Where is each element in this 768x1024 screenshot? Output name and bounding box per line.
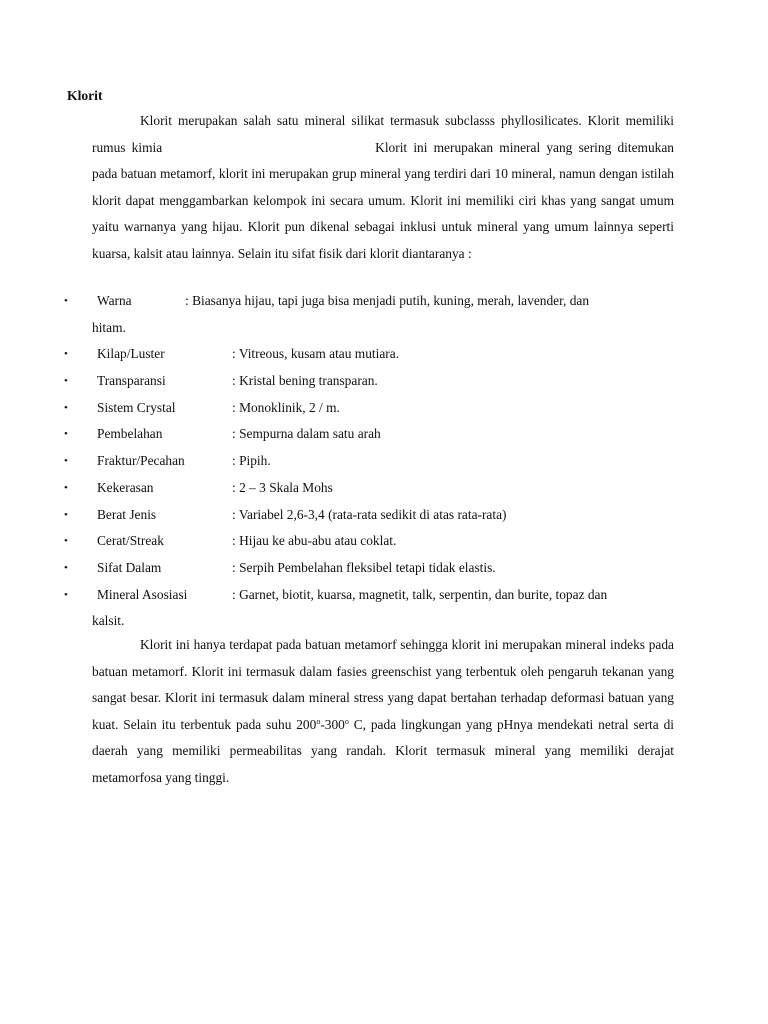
bullet-icon: • [64,561,68,574]
property-value: : Pipih. [232,453,271,469]
intro-paragraph [92,108,674,268]
bullet-icon: • [64,455,68,468]
bullet-icon: • [64,348,68,361]
property-value: : 2 – 3 Skala Mohs [232,479,333,495]
property-value: : Sempurna dalam satu arah [232,426,381,442]
section-title: Klorit [67,88,103,103]
bullet-icon: • [64,428,68,441]
list-item [0,448,768,475]
list-item [0,502,768,529]
property-label: Fraktur/Pecahan [97,453,185,469]
bullet-icon: • [64,535,68,548]
property-label: Sifat Dalam [97,559,162,575]
list-item [0,421,768,448]
list-item [0,341,768,368]
intro-line-2-end: Klorit ini merupakan mineral yang [375,139,573,155]
list-item [0,528,768,555]
property-label: Cerat/Streak [97,533,164,549]
list-item [0,475,768,502]
closing-text-part1: Klorit ini hanya terdapat pada batuan metamorf sehingga klorit ini merupakan mineral indeks pada batuan metamorf. Klorit ini termasuk dalam fasies greenschist yang terbentuk oleh pengaruh tekanan yang sangat besar. Klorit ini termasuk dalam mineral stress yang dapat bertahan terhadap deformasi batuan yang kuat. Selain itu terbentuk pada suhu 200 [92,637,674,732]
properties-list [0,288,768,635]
property-label: Pembelahan [97,426,163,442]
bullet-icon: • [64,375,68,388]
bullet-icon: • [64,481,68,494]
bullet-icon: • [64,401,68,414]
property-value-continuation: kalsit. [92,613,125,629]
property-value: : Kristal bening transparan. [232,373,378,389]
property-value-continuation: hitam. [92,319,126,335]
bullet-icon: • [64,295,68,307]
degree-superscript: o [344,716,349,726]
property-value: : Monoklinik, 2 / m. [232,399,340,415]
intro-rest: sering ditemukan pada batuan metamorf, klorit ini merupakan grup mineral yang terdiri dari 10 mineral, namun dengan istilah klorit dapat menggambarkan kelompok ini secara umum. Klorit ini memiliki ciri khas yang sangat umum yaitu warnanya yang hijau. Klorit pun dikenal sebagai inklusi untuk mineral yang umum lainnya seperti kuarsa, kalsit atau lainnya. Selain itu sifat fisik dari klorit diantaranya : [92,139,674,261]
bullet-icon: • [64,508,68,521]
property-label: Sistem Crystal [97,399,176,415]
property-value: : Biasanya hijau, tapi juga bisa menjadi putih, kuning, merah, lavender, dan [185,293,590,308]
bullet-icon: • [64,588,68,601]
list-item [0,395,768,422]
property-value: : Garnet, biotit, kuarsa, magnetit, talk, serpentin, dan burite, topaz dan [232,586,608,602]
property-label: Warna [97,293,132,308]
property-label: Transparansi [97,373,166,389]
property-label: Berat Jenis [97,506,157,522]
closing-text-part2: C, pada lingkungan yang pHnya mendekati netral serta di daerah yang memiliki permeabilitas yang randah. Klorit termasuk mineral yang memiliki derajat metamorfosa yang tinggi. [92,716,674,785]
degree-superscript: o [316,716,321,726]
intro-formula-label: memiliki rumus kimia [92,113,674,155]
closing-paragraph [92,632,674,792]
property-value: : Hijau ke abu-abu atau coklat. [232,533,397,549]
list-item [0,288,768,341]
property-label: Kilap/Luster [97,346,165,362]
list-item [0,582,768,635]
property-label: Kekerasan [97,479,154,495]
property-value: : Vitreous, kusam atau mutiara. [232,346,400,362]
list-item [0,368,768,395]
closing-text-mid: -300 [320,716,345,732]
property-label: Mineral Asosiasi [97,586,188,602]
property-value: : Variabel 2,6-3,4 (rata-rata sedikit di atas rata-rata) [232,506,507,522]
property-value: : Serpih Pembelahan fleksibel tetapi tidak elastis. [232,559,496,575]
intro-line-1: Klorit merupakan salah satu mineral silikat termasuk subclasss phyllosilicates. Klorit [140,113,620,128]
list-item [0,555,768,582]
